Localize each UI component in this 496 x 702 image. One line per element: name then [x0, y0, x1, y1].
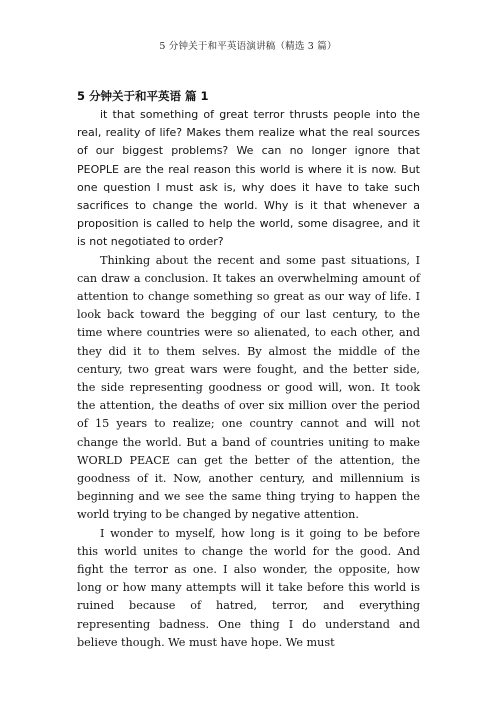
paragraph: Thinking about the recent and some past situations, I can draw a conclusion. It takes an overwhelming amount of attention to change something so great as our way of life. I look back toward the begging of our last century, to the time where countries were so alienated, to each other, and they did it to them selves. By almost the middle of the century, two great wars were fought, and the better side, the side representing goodness or good will, won. It took the attention, the deaths of over six million over the period of 15 years to realize; one country cannot and will not change the world. But a band of countries uniting to make WORLD PEACE can get the better of the attention, the goodness of it. Now, another century, and millennium is beginning and we see the same thing trying to happen the world trying to be changed by negative attention.	[77, 253, 420, 522]
running-header: 5 分钟关于和平英语演讲稿（精选 3 篇）	[159, 41, 337, 52]
document-body	[77, 106, 420, 652]
paragraph: I wonder to myself, how long is it going to be before this world unites to change the world for the good. And fight the terror as one. I also wonder, the opposite, how long or how many attempts will it take before this world is ruined because of hatred, terror, and everything representing badness. One thing I do understand and believe though. We must have hope. We must	[77, 526, 420, 649]
paragraph: it that something of great terror thrusts people into the real, reality of life? Makes them realize what the real sources of our biggest problems? We can no longer ignore that PEOPLE are the real reason this world is where it is now. But one question I must ask is, why does it have to take such sacrifices to change the world. Why is it that whenever a proposition is called to help the world, some disagree, and it is not negotiated to order?	[77, 108, 420, 249]
section-heading: 5 分钟关于和平英语 篇 1	[77, 89, 209, 103]
